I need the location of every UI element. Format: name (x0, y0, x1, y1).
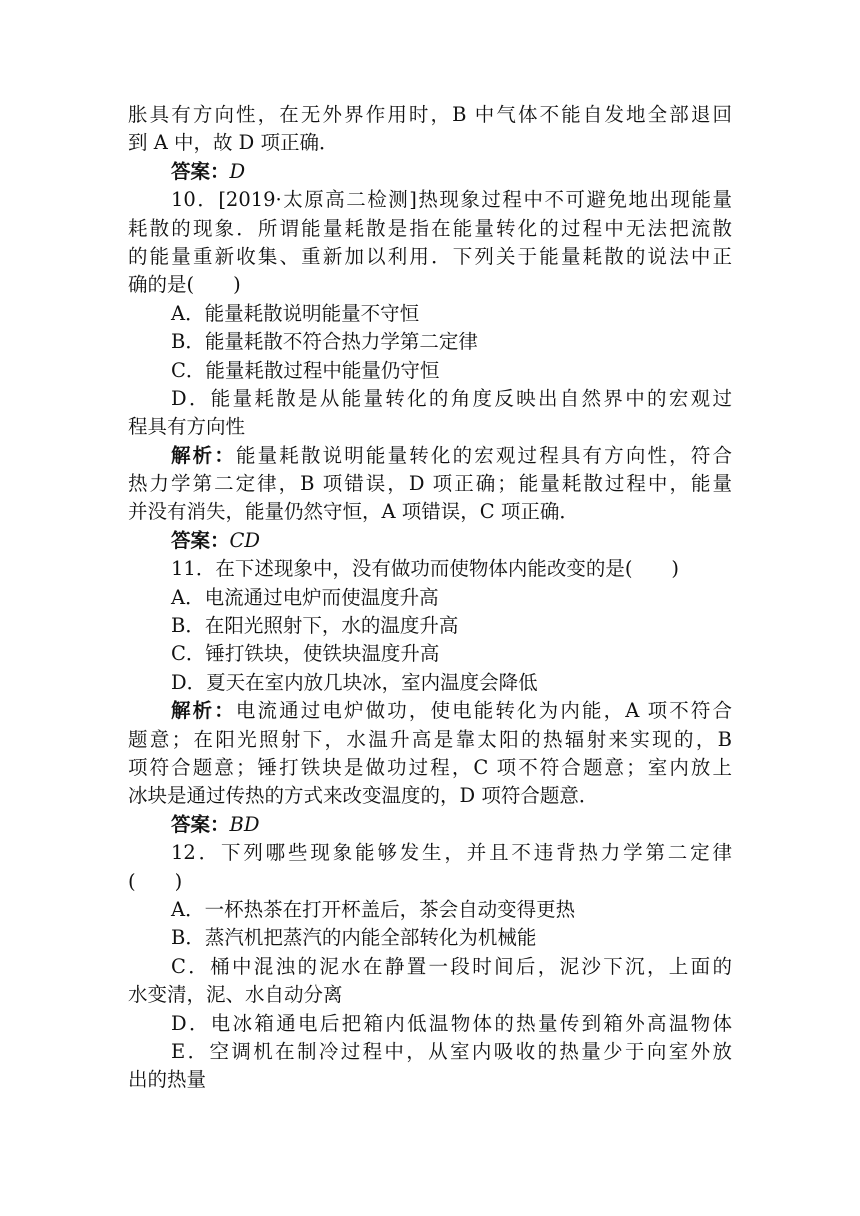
text-line (128, 470, 732, 498)
line-text: 胀具有方向性，在无外界作用时，B 中气体不能自发地全部退回 (128, 103, 732, 126)
text-line (128, 527, 732, 555)
line-text: ( ) (128, 869, 183, 893)
line-text: 电流通过电炉做功，使电能转化为内能，A 项不符合 (235, 699, 732, 723)
text-line (128, 328, 732, 356)
line-text: 能量耗散说明能量转化的宏观过程具有方向性，符合 (235, 443, 732, 467)
text-line (128, 697, 732, 725)
text-line (128, 1010, 732, 1038)
answer-label: 解析： (171, 443, 236, 467)
text-line (128, 754, 732, 782)
text-line (128, 101, 732, 129)
text-line (128, 924, 732, 952)
line-text: BD (229, 812, 260, 836)
line-text: CD (229, 528, 261, 552)
text-line (128, 868, 732, 896)
line-text: A．能量耗散说明能量不守恒 (171, 301, 420, 325)
text-line (128, 981, 732, 1009)
answer-label: 答案： (171, 159, 230, 183)
text-line (128, 584, 732, 612)
line-text: 水变清，泥、水自动分离 (128, 983, 343, 1007)
text-line (128, 243, 732, 271)
line-text: 程具有方向性 (128, 415, 246, 439)
answer-label: 解析： (171, 699, 236, 723)
answer-label: 答案： (171, 812, 230, 836)
line-text: E．空调机在制冷过程中，从室内吸收的热量少于向室外放 (171, 1039, 732, 1063)
text-line (128, 215, 732, 243)
line-text: D (229, 159, 246, 183)
text-line (128, 612, 732, 640)
text-line (128, 896, 732, 924)
line-text: 并没有消失，能量仍然守恒，A 项错误，C 项正确． (128, 500, 579, 524)
line-text: B．在阳光照射下，水的温度升高 (171, 614, 459, 638)
line-text: D．能量耗散是从能量转化的角度反映出自然界中的宏观过 (171, 386, 732, 410)
text-line (128, 129, 732, 157)
text-line (128, 1038, 732, 1066)
text-line (128, 413, 732, 441)
line-text: C．锤打铁块，使铁块温度升高 (171, 642, 440, 666)
line-text: 10．[2019·太原高二检测]热现象过程中不可避免地出现能量 (171, 188, 732, 212)
text-line (128, 186, 732, 214)
line-text: D．电冰箱通电后把箱内低温物体的热量传到箱外高温物体 (171, 1011, 732, 1035)
line-text: A．一杯热茶在打开杯盖后，茶会自动变得更热 (171, 897, 576, 921)
text-line (128, 839, 732, 867)
text-line (128, 669, 732, 697)
line-text: 耗散的现象．所谓能量耗散是指在能量转化的过程中无法把流散 (128, 216, 732, 240)
line-text: 到 A 中，故 D 项正确． (128, 131, 339, 155)
text-line (128, 271, 732, 299)
text-line (128, 357, 732, 385)
text-line (128, 498, 732, 526)
text-line (128, 300, 732, 328)
line-text: B．能量耗散不符合热力学第二定律 (171, 330, 478, 354)
line-text: 题意；在阳光照射下，水温升高是靠太阳的热辐射来实现的，B (128, 727, 732, 751)
text-line (128, 640, 732, 668)
line-text: C．能量耗散过程中能量仍守恒 (171, 358, 440, 382)
line-text: 的能量重新收集、重新加以利用．下列关于能量耗散的说法中正 (128, 244, 732, 268)
line-text: 冰块是通过传热的方式来改变温度的，D 项符合题意． (128, 784, 599, 808)
line-text: 12．下列哪些现象能够发生，并且不违背热力学第二定律 (171, 841, 732, 865)
line-text: C．桶中混浊的泥水在静置一段时间后，泥沙下沉，上面的 (171, 954, 732, 978)
text-line (128, 555, 732, 583)
line-text: 确的是( ) (128, 273, 241, 297)
text-line (128, 158, 732, 186)
line-text: 项符合题意；锤打铁块是做功过程，C 项不符合题意；室内放上 (128, 755, 732, 779)
answer-label: 答案： (171, 528, 230, 552)
text-line (128, 726, 732, 754)
line-text: A．电流通过电炉而使温度升高 (171, 585, 439, 609)
text-line (128, 1066, 732, 1094)
text-line (128, 811, 732, 839)
line-text: 热力学第二定律，B 项错误，D 项正确；能量耗散过程中，能量 (128, 472, 732, 496)
line-text: 11．在下述现象中，没有做功而使物体内能改变的是( ) (171, 557, 680, 581)
line-text: 出的热量 (128, 1068, 207, 1092)
text-line (128, 782, 732, 810)
line-text: D．夏天在室内放几块冰，室内温度会降低 (171, 670, 538, 694)
text-line (128, 442, 732, 470)
text-line (128, 385, 732, 413)
text-line (128, 953, 732, 981)
line-text: B．蒸汽机把蒸汽的内能全部转化为机械能 (171, 926, 537, 950)
